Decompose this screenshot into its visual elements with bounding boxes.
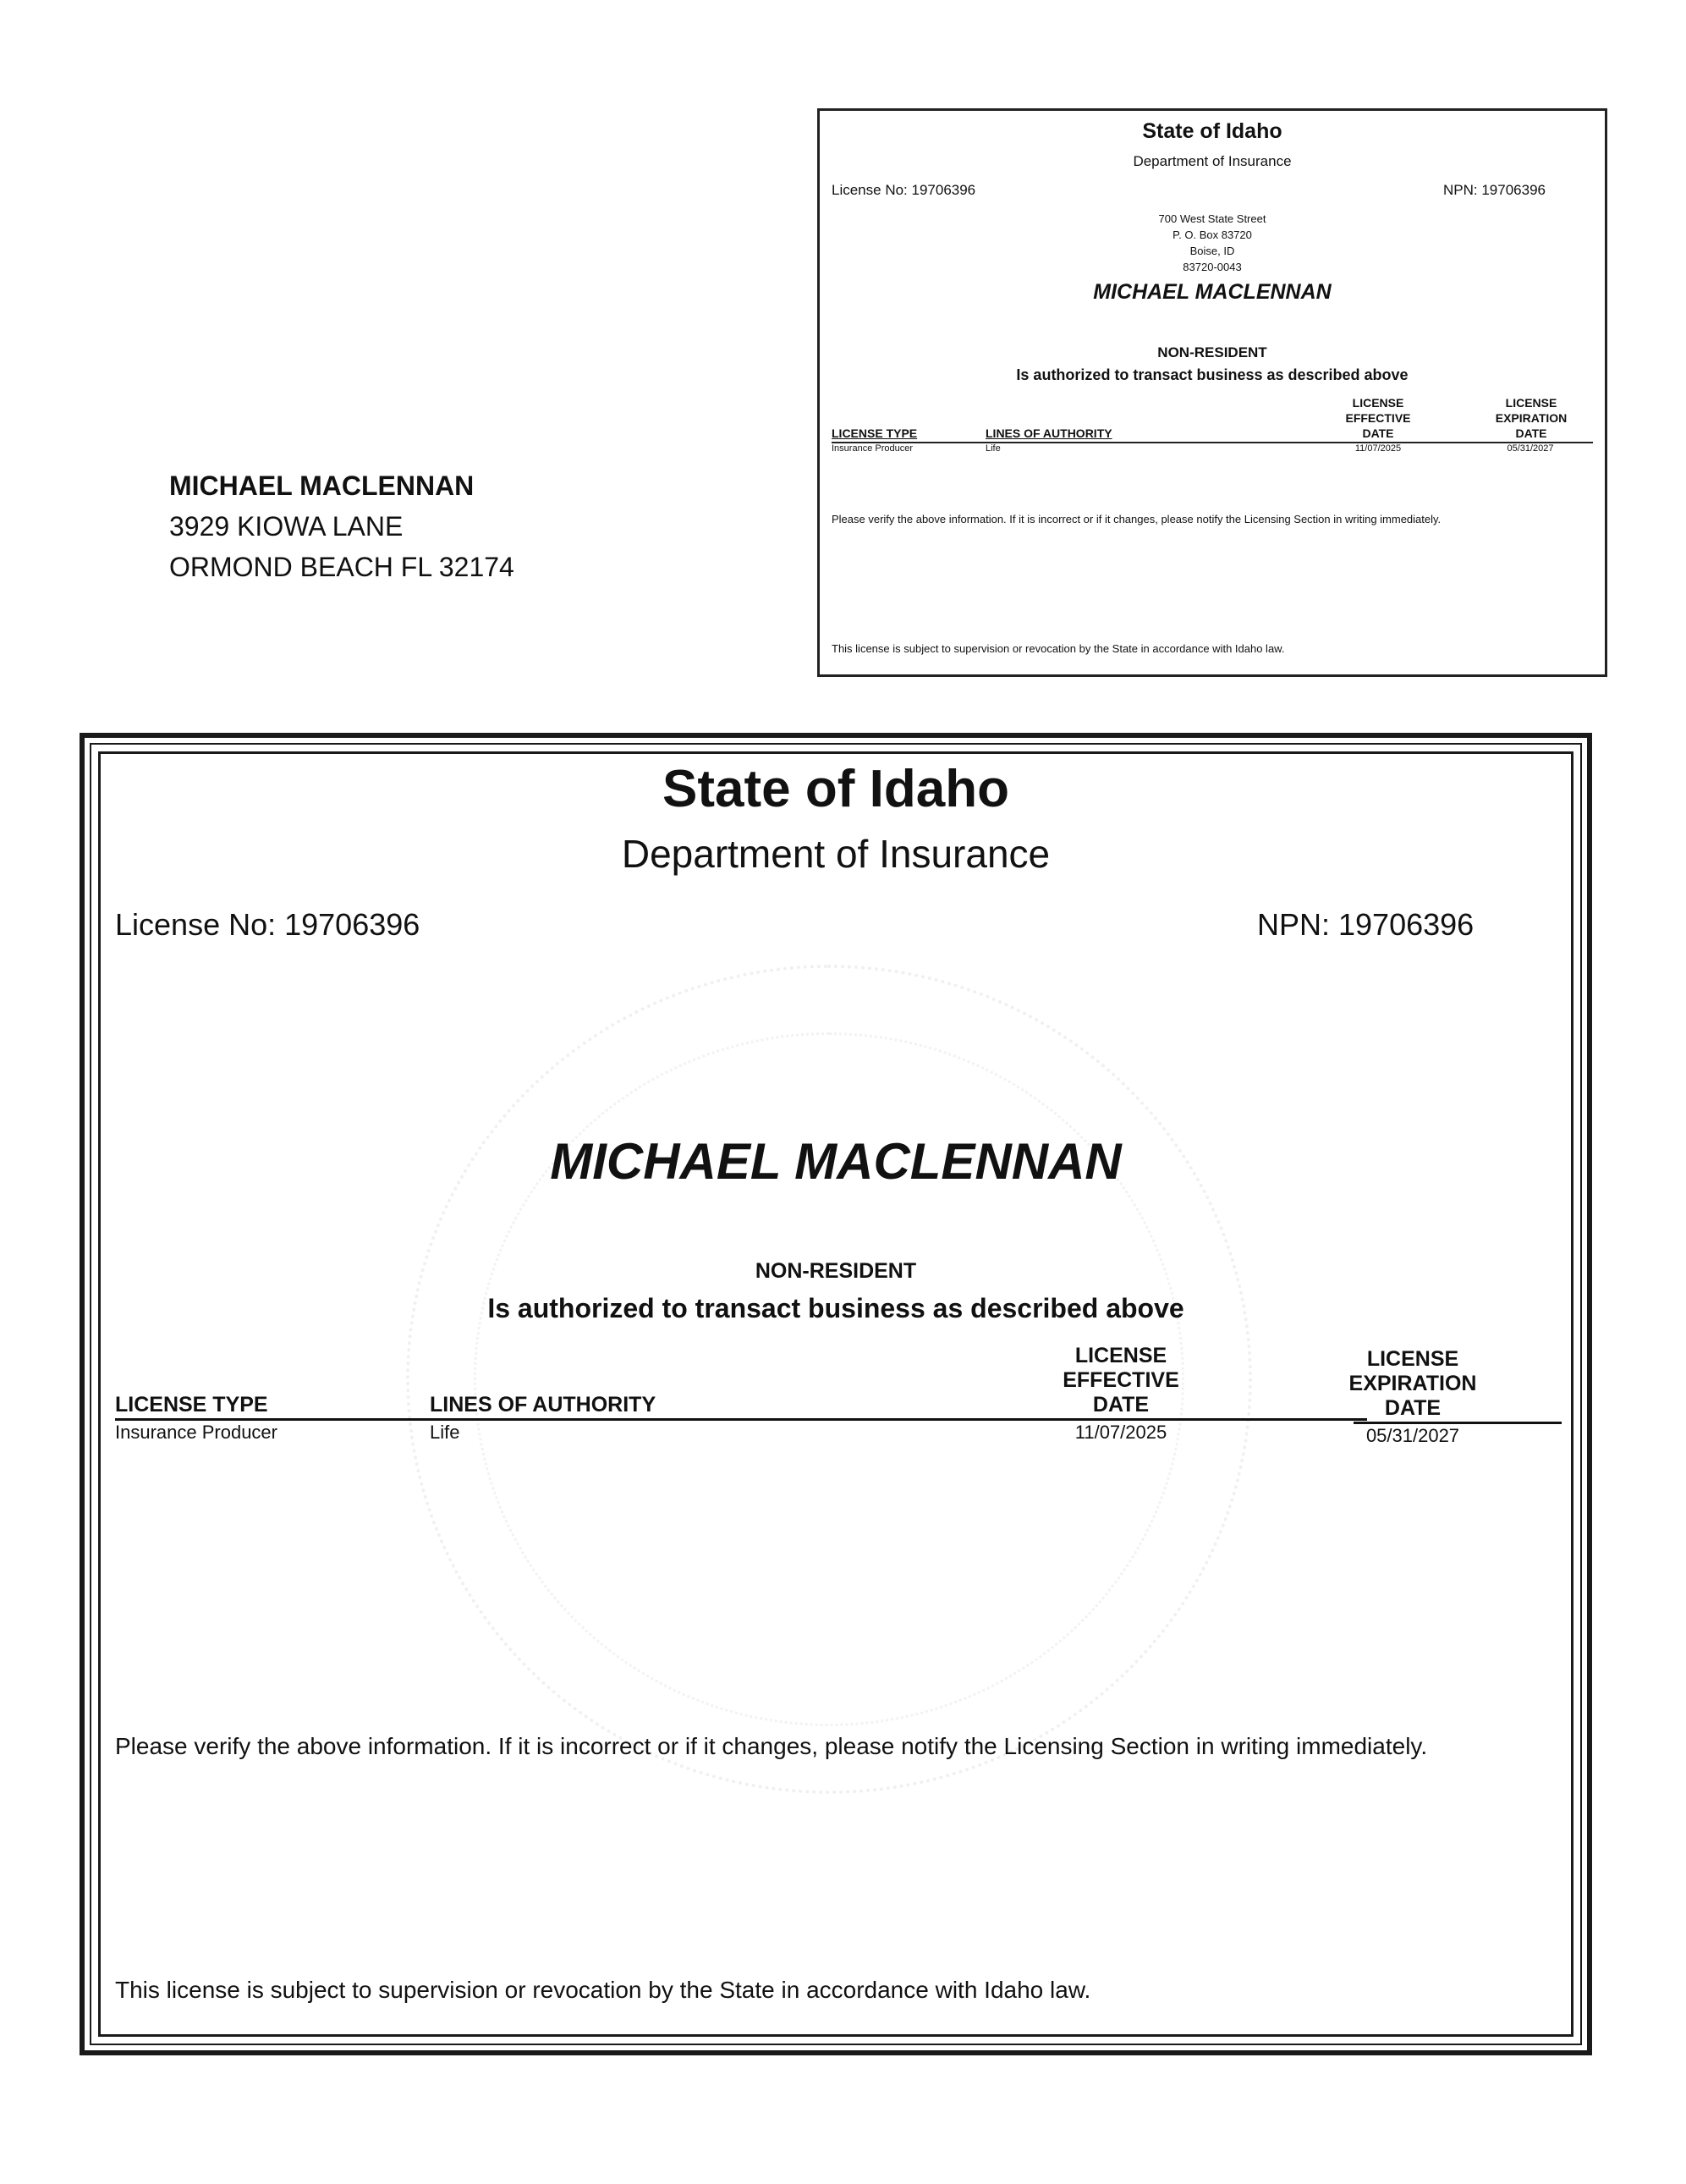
recipient-city-state-zip: ORMOND BEACH FL 32174 <box>169 552 514 582</box>
wallet-header-expiration-date: LICENSE EXPIRATION DATE <box>1495 396 1568 440</box>
table-header-rule <box>115 1418 1367 1421</box>
wallet-table-rule <box>832 442 1593 443</box>
cell-line-of-authority: Life <box>430 1422 460 1443</box>
wallet-residency-status: NON-RESIDENT <box>1157 344 1267 360</box>
wallet-npn: NPN: 19706396 <box>1443 182 1546 198</box>
header-license-type: LICENSE TYPE <box>115 1393 268 1417</box>
wallet-title: State of Idaho <box>1142 119 1282 143</box>
wallet-license-number: License No: 19706396 <box>832 182 976 198</box>
wallet-verify-notice: Please verify the above information. If it is incorrect or if it changes, please notify the Licensing Section in writing immediately. <box>832 513 1442 525</box>
cell-expiration-date: 05/31/2027 <box>1365 1425 1460 1446</box>
wallet-cell-license-type: Insurance Producer <box>832 443 913 454</box>
wallet-cell-expiration-date: 05/31/2027 <box>1507 443 1554 454</box>
wallet-header-effective-date: LICENSE EFFECTIVE DATE <box>1345 396 1411 440</box>
wallet-address-line: 83720-0043 <box>1183 261 1242 273</box>
header-lines-of-authority: LINES OF AUTHORITY <box>430 1393 656 1417</box>
wallet-subject-notice: This license is subject to supervision or revocation by the State in accordance with Idaho law. <box>832 642 1285 655</box>
wallet-address-line: Boise, ID <box>1189 245 1235 257</box>
verify-notice: Please verify the above information. If it is incorrect or if it changes, please notify the Licensing Section in writing immediately. <box>115 1733 1428 1759</box>
wallet-licensee-name: MICHAEL MACLENNAN <box>1093 280 1332 304</box>
cell-license-type: Insurance Producer <box>115 1422 277 1443</box>
header-expiration-date: LICENSE EXPIRATION DATE <box>1348 1347 1477 1420</box>
wallet-address-line: 700 West State Street <box>1158 212 1266 225</box>
wallet-address-line: P. O. Box 83720 <box>1173 228 1252 241</box>
recipient-street: 3929 KIOWA LANE <box>169 511 404 542</box>
wallet-authorization-statement: Is authorized to transact business as described above <box>1016 366 1409 383</box>
certificate-npn: NPN: 19706396 <box>1257 907 1475 942</box>
wallet-department: Department of Insurance <box>1133 153 1292 169</box>
recipient-name: MICHAEL MACLENNAN <box>169 470 475 501</box>
wallet-cell-line-of-authority: Life <box>986 443 1001 454</box>
wallet-header-lines-of-authority: LINES OF AUTHORITY <box>986 426 1112 440</box>
cell-effective-date: 11/07/2025 <box>1074 1422 1167 1443</box>
certificate-department: Department of Insurance <box>621 832 1051 876</box>
wallet-department-address <box>820 211 1605 275</box>
header-effective-date: LICENSE EFFECTIVE DATE <box>1063 1344 1179 1417</box>
table-header-rule-right <box>1354 1422 1562 1424</box>
wallet-header-license-type: LICENSE TYPE <box>832 426 918 440</box>
subject-notice: This license is subject to supervision or revocation by the State in accordance with Idaho law. <box>115 1977 1091 2003</box>
wallet-cell-effective-date: 11/07/2025 <box>1354 443 1402 454</box>
certificate-title: State of Idaho <box>662 760 1009 818</box>
certificate-residency-status: NON-RESIDENT <box>755 1259 917 1283</box>
certificate-licensee-name: MICHAEL MACLENNAN <box>550 1133 1122 1190</box>
certificate-authorization-statement: Is authorized to transact business as described above <box>487 1293 1184 1323</box>
wallet-license-card <box>817 108 1607 677</box>
mailing-address <box>169 465 514 587</box>
certificate-license-number: License No: 19706396 <box>115 907 420 942</box>
